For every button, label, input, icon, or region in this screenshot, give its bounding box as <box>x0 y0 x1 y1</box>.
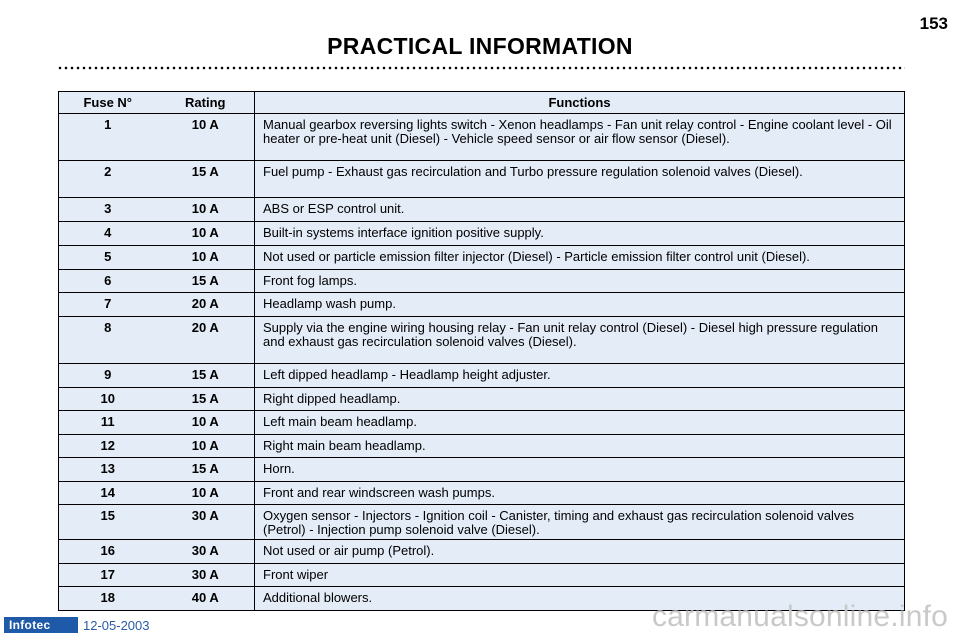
table-row <box>59 317 905 364</box>
fuse-function: Horn. <box>255 458 905 482</box>
infotec-logo: Infotec <box>4 617 78 633</box>
table-row <box>59 458 905 482</box>
fuse-number: 13 <box>59 458 157 482</box>
fuse-rating: 10 A <box>157 222 255 246</box>
footer-date: 12-05-2003 <box>83 618 150 633</box>
table-row <box>59 293 905 317</box>
fuse-function: Not used or particle emission filter injector (Diesel) - Particle emission filter control unit (Diesel). <box>255 246 905 270</box>
fuse-number: 18 <box>100 590 115 605</box>
fuse-function: Fuel pump - Exhaust gas recirculation and Turbo pressure regulation solenoid valves (Diesel). <box>255 161 905 198</box>
fuse-number: 12 <box>59 435 157 458</box>
fuse-function: Built-in systems interface ignition positive supply. <box>255 222 905 246</box>
fuse-rating: 15 A <box>157 458 255 482</box>
table-row <box>59 198 905 222</box>
fuse-number: 14 <box>59 482 157 505</box>
table-header-row <box>59 92 905 114</box>
fuse-function: Right main beam headlamp. <box>255 435 905 458</box>
table-row <box>59 564 905 587</box>
fuse-function: Not used or air pump (Petrol). <box>255 540 905 564</box>
fuse-number: 8 <box>59 317 157 364</box>
fuse-rating: 15 A <box>157 270 255 293</box>
page-title: PRACTICAL INFORMATION <box>327 33 633 59</box>
fuse-rating: 30 A <box>157 564 255 587</box>
fuse-function: Additional blowers. <box>263 590 373 605</box>
fuse-number: 4 <box>59 222 157 246</box>
fuse-number: 15 <box>59 505 157 540</box>
fuse-function: Front wiper <box>255 564 905 587</box>
fuse-function: Front and rear windscreen wash pumps. <box>255 482 905 505</box>
table-row <box>59 388 905 411</box>
fuse-number: 6 <box>59 270 157 293</box>
table-row <box>59 270 905 293</box>
fuse-rating: 15 A <box>157 161 255 198</box>
fuse-number: 2 <box>59 161 157 198</box>
table-row <box>59 482 905 505</box>
fuse-function: Right dipped headlamp. <box>255 388 905 411</box>
fuse-rating: 15 A <box>157 364 255 388</box>
fuse-table <box>58 91 905 611</box>
fuse-rating: 10 A <box>157 435 255 458</box>
table-row <box>59 161 905 198</box>
fuse-rating: 20 A <box>157 293 255 317</box>
fuse-rating: 10 A <box>157 411 255 435</box>
table-row <box>59 114 905 161</box>
fuse-rating: 10 A <box>157 482 255 505</box>
fuse-function: Oxygen sensor - Injectors - Ignition coil - Canister, timing and exhaust gas recirculation solenoid valves (Petrol) - Injection pump solenoid valve (Diesel). <box>255 505 905 540</box>
fuse-rating: 10 A <box>157 246 255 270</box>
fuse-number: 10 <box>59 388 157 411</box>
fuse-number: 7 <box>59 293 157 317</box>
fuse-number: 11 <box>59 411 157 435</box>
fuse-rating: 10 A <box>157 198 255 222</box>
fuse-number: 9 <box>59 364 157 388</box>
page-number: 153 <box>919 14 948 33</box>
fuse-number: 17 <box>59 564 157 587</box>
header-rating: Rating <box>157 92 255 114</box>
fuse-rating: 30 A <box>157 540 255 564</box>
title-dotted-rule <box>57 66 905 70</box>
fuse-rating: 30 A <box>157 505 255 540</box>
fuse-rating: 10 A <box>157 114 255 161</box>
fuse-function: Left main beam headlamp. <box>255 411 905 435</box>
table-row <box>59 411 905 435</box>
table-row <box>59 540 905 564</box>
fuse-function: Headlamp wash pump. <box>255 293 905 317</box>
table-row <box>59 364 905 388</box>
fuse-number: 5 <box>59 246 157 270</box>
watermark: carmanualsonline.info <box>651 600 948 633</box>
fuse-number: 3 <box>59 198 157 222</box>
fuse-rating: 15 A <box>157 388 255 411</box>
table-row <box>59 246 905 270</box>
fuse-number: 1 <box>59 114 157 161</box>
fuse-function: Supply via the engine wiring housing relay - Fan unit relay control (Diesel) - Diesel high pressure regulation and exhaust gas recirculation solenoid valves (Diesel). <box>255 317 905 364</box>
fuse-rating: 40 A <box>157 587 255 611</box>
fuse-rating: 20 A <box>157 317 255 364</box>
fuse-function: ABS or ESP control unit. <box>255 198 905 222</box>
table-row <box>59 435 905 458</box>
table-row <box>59 505 905 540</box>
fuse-function: Manual gearbox reversing lights switch - Xenon headlamps - Fan unit relay control - Engine coolant level - Oil heater or pre-heat unit (Diesel) - Vehicle speed sensor or air flow sensor (Diesel). <box>255 114 905 161</box>
header-functions: Functions <box>255 92 905 114</box>
header-fuse: Fuse N° <box>59 92 157 114</box>
fuse-function: Left dipped headlamp - Headlamp height adjuster. <box>255 364 905 388</box>
table-row <box>59 222 905 246</box>
fuse-number: 16 <box>59 540 157 564</box>
fuse-function: Front fog lamps. <box>255 270 905 293</box>
